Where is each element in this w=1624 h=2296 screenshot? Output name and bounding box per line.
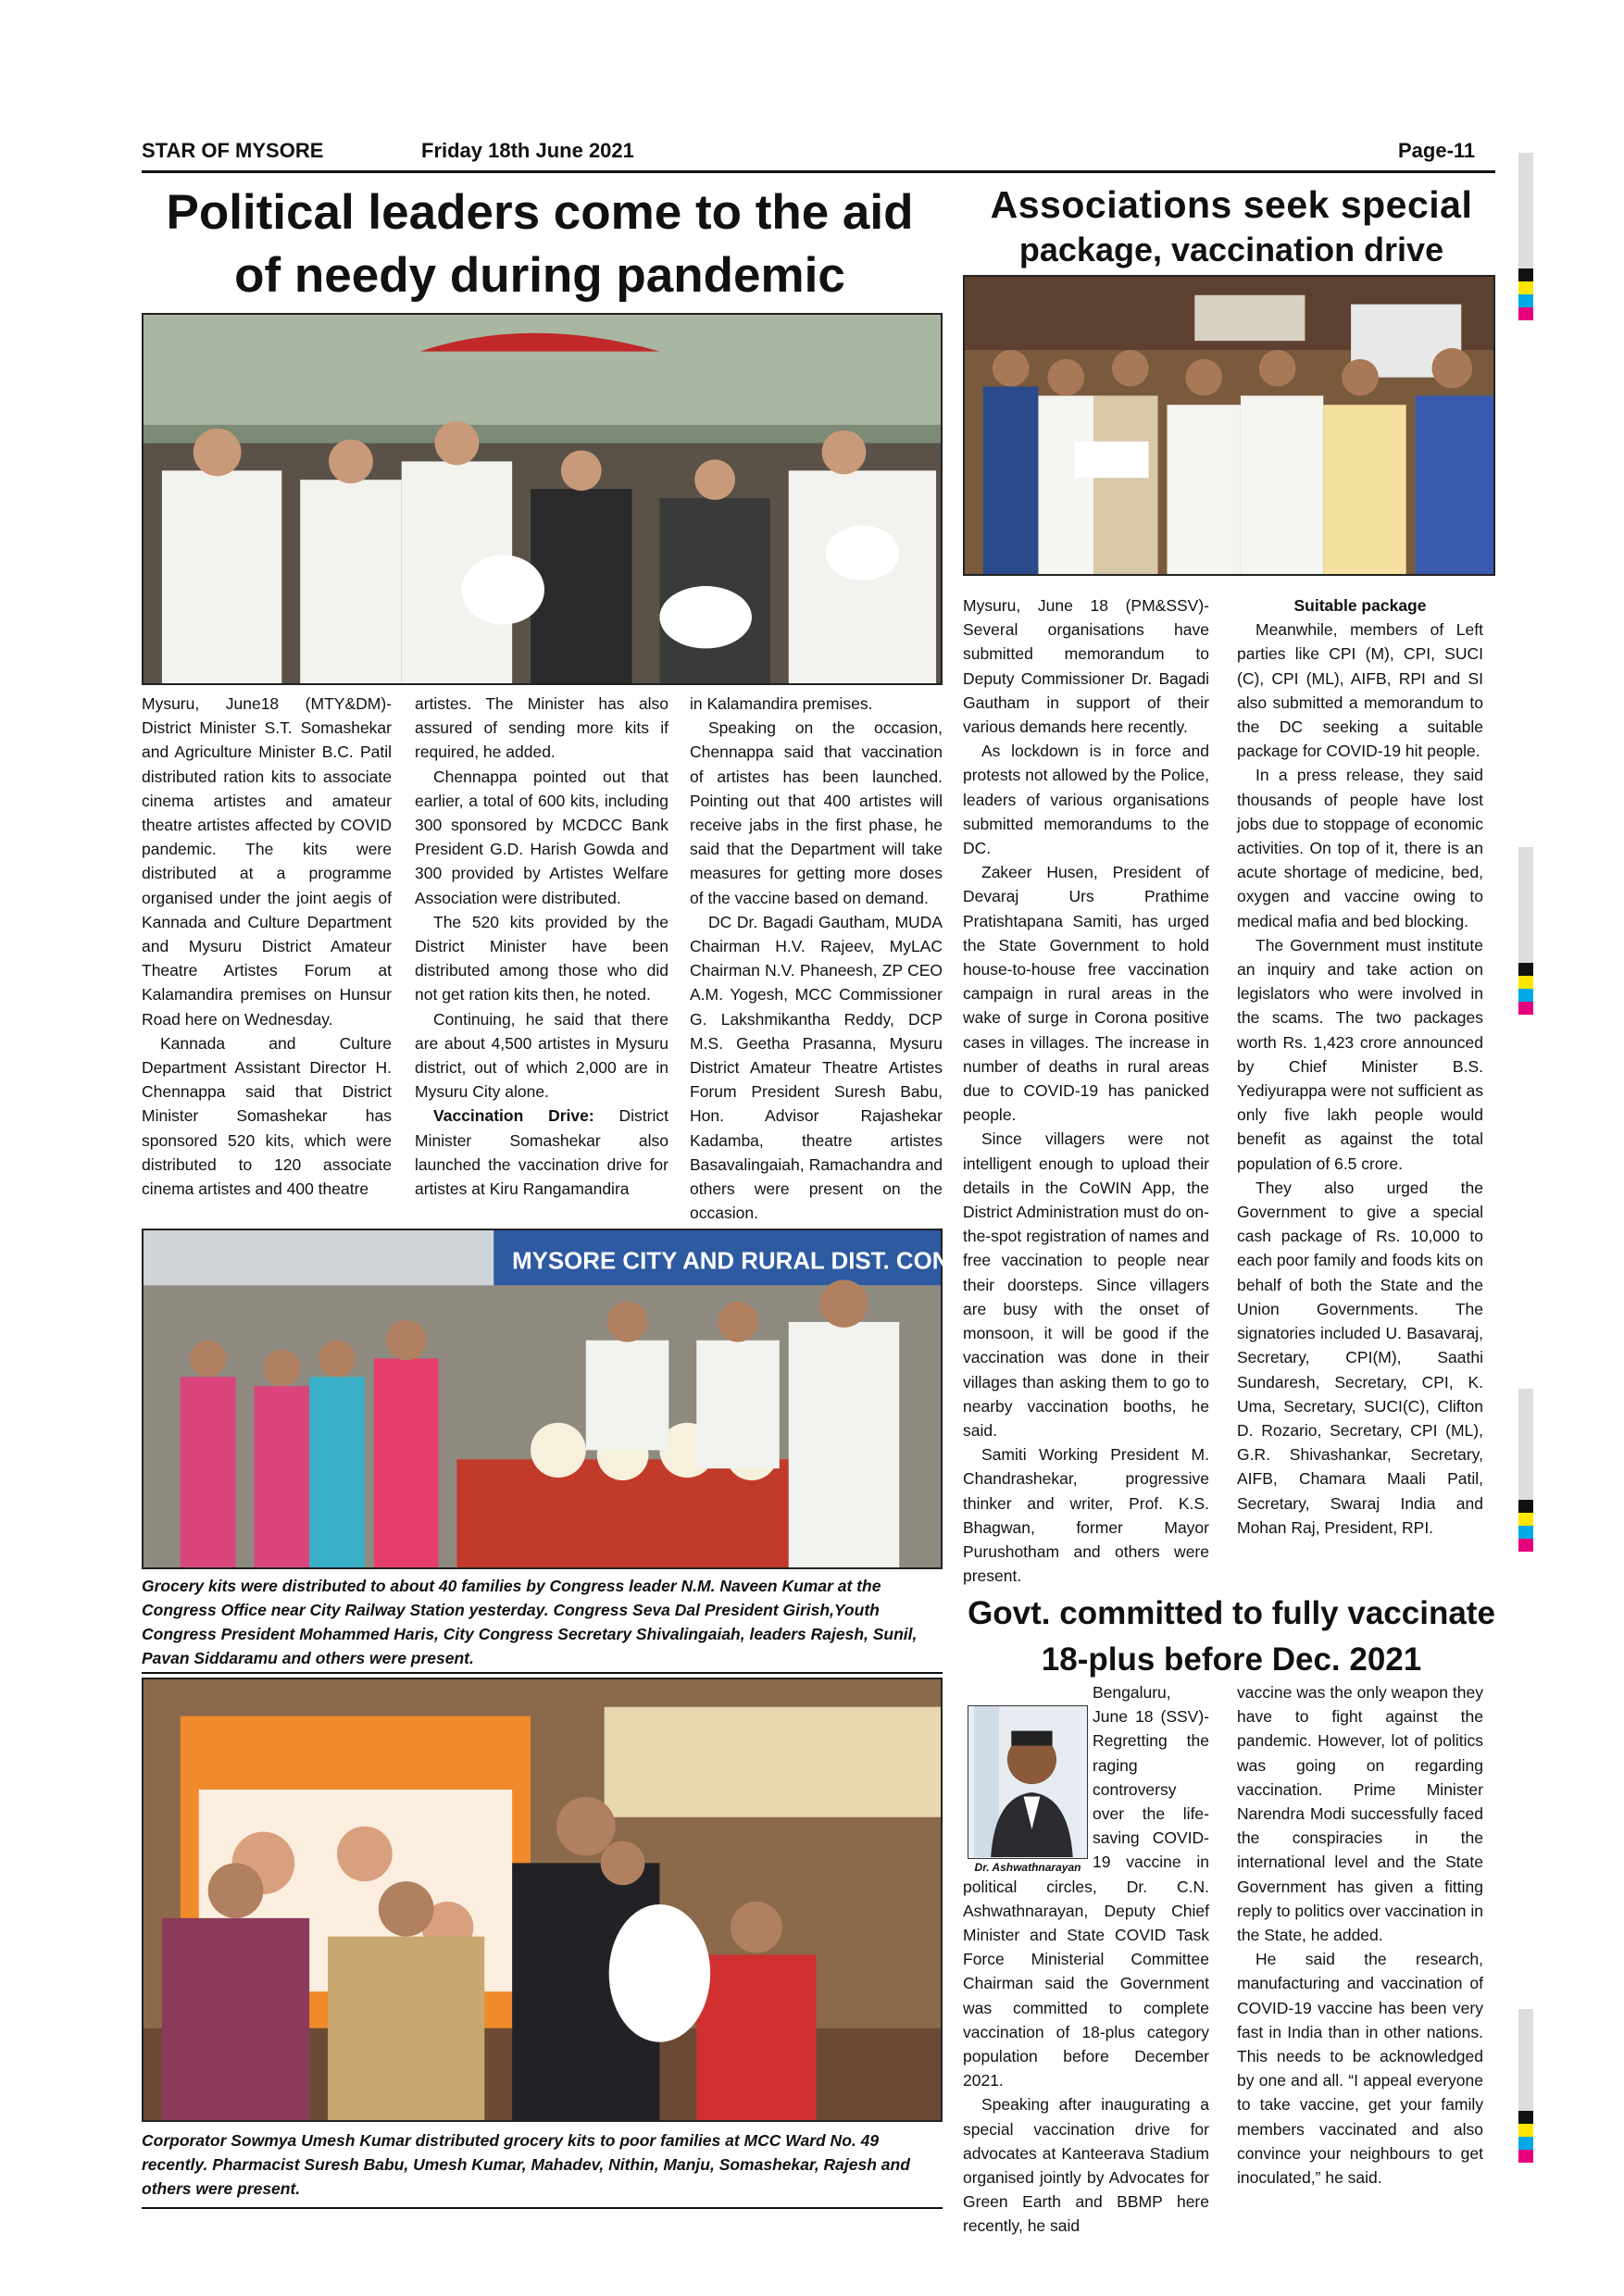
story1-column-3 <box>690 692 943 1225</box>
photo-ration-kit-distribution <box>142 313 943 685</box>
registration-magenta <box>1518 1002 1533 1015</box>
story3-column-1 <box>963 1680 1209 2239</box>
story3-headline-line2: 18-plus before Dec. 2021 <box>1041 1641 1422 1678</box>
story3-headline-line1: Govt. committed to fully vaccinate <box>968 1595 1495 1631</box>
story2-col1-para: Mysuru, June 18 (PM&SSV)- Several organisations have submitted memorandum to Deputy Commissioner Dr. Bagadi Gautham in support of their various demands here recently. <box>963 596 1209 737</box>
story1-col2-para <box>415 1104 668 1201</box>
story2-col1-para: Samiti Working President M. Chandrashekar, progressive thinker and writer, Prof. K.S. Bhagwan, former Mayor Purushotham and others were present. <box>963 1445 1209 1586</box>
story2-col2-para: In a press release, they said thousands of people have lost jobs due to stoppage of economic activities. On top of it, there is an acute shortage of medicine, bed, oxygen and vaccine owing to medical mafia and bed blocking. <box>1237 766 1483 930</box>
issue-date: Friday 18th June 2021 <box>421 139 634 162</box>
story1-col1-para: Mysuru, June18 (MTY&DM)- District Minister S.T. Somashekar and Agriculture Minister B.C. Patil distributed ration kits to associate cinema artistes and amateur theatre artistes affected by COVID pandemic. The kits were distributed at a programme organised under the joint aegis of Kannada and Culture Department and Mysuru District Amateur Theatre Artistes Forum at Kalamandira premises on Hunsur Road here on Wednesday. <box>142 694 392 1029</box>
registration-magenta <box>1518 1539 1533 1552</box>
registration-strip <box>1518 1389 1533 1500</box>
photo-congress-grocery-kits <box>142 1229 1002 1569</box>
story2-col2-para: The Government must institute an inquiry and take action on legislators who were involved in the scams. The two packages worth Rs. 1,423 crore announced by Chief Minister B.S. Yediyurappa were not sufficient as only five lakh people would benefit as against the total population of 6.5 crore. <box>1237 935 1483 1173</box>
story3-col1-para: Bengaluru, June 18 (SSV)- Regretting the raging controversy over the life-saving COVID-19 vaccine in political circles, Dr. C.N. Ashwathnarayan, Deputy Chief Minister and State COVID Task Force Ministerial Committee Chairman said the Government was committed to complete vaccination of 18-plus category population before December 2021. <box>963 1683 1209 2090</box>
story3-col2-para: He said the research, manufacturing and vaccination of COVID-19 vaccine has been very fast in India than in other nations. This needs to be acknowledged by one and all. “I appeal everyone to take vaccine, get your family members vaccinated and also convince your neighbours to get inoculated,” he said. <box>1237 1950 1483 2188</box>
story2-col1-para: Since villagers were not intelligent enough to upload their details in the CoWIN App, the District Administration must do on-the-spot registration of names and free vaccination to people near their doorsteps. Since villagers are busy with the onset of monsoon, it will be good if the vaccination was done in their villages than asking them to go to nearby vaccination booths, he said. <box>963 1129 1209 1440</box>
registration-strip <box>1518 153 1533 273</box>
story3-headline <box>963 1591 1500 1683</box>
story1-col3-para: Speaking on the occasion, Chennappa said that vaccination of artistes has been launched. Pointing out that 400 artistes will receive jabs in the first phase, he said that the Department will take measures for getting more doses of the vaccine based on demand. <box>690 718 943 907</box>
registration-magenta <box>1518 2150 1533 2163</box>
story1-col3-para: DC Dr. Bagadi Gautham, MUDA Chairman H.V. Rajeev, MyLAC Chairman N.V. Phaneesh, ZP CEO A.M. Yogesh, MCC Commissioner G. Lakshmikantha Reddy, DCP M.S. Geetha Prasanna, Mysuru District Amateur Theatre Artistes Forum President Suresh Babu, Hon. Advisor Rajashekar Kadamba, theatre artistes Basavalingaiah, Ramachandra and others were present on the occasion. <box>690 912 943 1223</box>
story2-col1-para: Zakeer Husen, President of Devaraj Urs Prathime Pratishtapana Samiti, has urged the State Government to hold house-to-house free vaccination campaign in rural areas in the wake of surge in Corona positive cases in villages. The increase in number of deaths in rural areas due to COVID-19 has panicked people. <box>963 863 1209 1125</box>
story1-column-1 <box>142 692 392 1201</box>
story1-col1-para: Kannada and Culture Department Assistant Director H. Chennappa said that District Minister Somashekar has sponsored 520 kits, which were distributed to 120 associate cinema artistes and 400 theatre <box>142 1033 392 1199</box>
story1-col2-para: Continuing, he said that there are about 4,500 artistes in Mysuru district, out of which 2,000 are in Mysuru City alone. <box>415 1009 668 1102</box>
registration-black <box>1518 268 1533 281</box>
registration-yellow <box>1518 281 1533 294</box>
vaccination-drive-subhead: Vaccination Drive: <box>433 1106 594 1126</box>
story1-headline-line1: Political leaders come to the aid <box>166 185 914 240</box>
story1-col2-para: Chennappa pointed out that earlier, a total of 600 kits, including 300 sponsored by MCDCC Bank President G.D. Harish Gowda and 300 provided by Artistes Welfare Association were distributed. <box>415 767 668 907</box>
inset-caption: Dr. Ashwathnarayan <box>968 1858 1088 1878</box>
story2-headline-line1: Associations seek special <box>990 183 1473 226</box>
photo3-caption: Corporator Sowmya Umesh Kumar distributed grocery kits to poor families at MCC Ward No. 49 recently. Pharmacist Suresh Babu, Umesh Kumar, Mahadev, Nithin, Manju, Somashekar, Rajesh and others were present. <box>142 2131 910 2198</box>
story1-column-2 <box>415 692 668 1201</box>
story1-col3-para: in Kalamandira premises. <box>690 694 873 713</box>
registration-black <box>1518 963 1533 976</box>
story1-col2-para: artistes. The Minister has also assured of sending more kits if required, he added. <box>415 694 668 762</box>
inset-float-spacer <box>963 1680 1093 1862</box>
registration-strip <box>1518 2009 1533 2111</box>
registration-yellow <box>1518 2124 1533 2137</box>
registration-cyan <box>1518 294 1533 307</box>
registration-yellow <box>1518 1513 1533 1526</box>
page-number: Page-11 <box>1398 139 1476 162</box>
registration-strip <box>1518 847 1533 963</box>
story2-col2-para: Meanwhile, members of Left parties like CPI (M), CPI, SUCI (C), CPI (ML), AIFB, RPI and SI also submitted a memorandum to the DC seeking a suitable package for COVID-19 hit people. <box>1237 620 1483 761</box>
registration-cyan <box>1518 2137 1533 2150</box>
registration-cyan <box>1518 989 1533 1002</box>
photo-memorandum-submission <box>963 275 1495 576</box>
story2-column-1 <box>963 593 1209 1588</box>
story1-headline-line2: of needy during pandemic <box>234 248 845 303</box>
story2-col2-para: They also urged the Government to give a special cash package of Rs. 10,000 to each poor family and foods kits on behalf of both the State and the Union Governments. The signatories included U. Basavaraj, Secretary, CPI(M), Saathi Sundaresh, Secretary, CPI, K. Uma, Secretary, SUCI(C), Clifton D. Rozario, Secretary, CPI (ML), G.R. Shivashankar, Secretary, AIFB, Chamara Maali Patil, Secretary, Swaraj India and Mohan Raj, President, RPI. <box>1237 1178 1483 1537</box>
registration-magenta <box>1518 307 1533 320</box>
newspaper-name: STAR OF MYSORE <box>142 139 324 162</box>
registration-cyan <box>1518 1526 1533 1539</box>
story1-col2-para: The 520 kits provided by the District Minister have been distributed among those who did not get ration kits then, he noted. <box>415 912 668 1004</box>
story2-column-2 <box>1237 593 1483 1540</box>
story1-headline <box>137 181 943 307</box>
registration-black <box>1518 2111 1533 2124</box>
registration-black <box>1518 1500 1533 1513</box>
story3-column-2 <box>1237 1680 1483 2190</box>
divider <box>142 2207 943 2209</box>
suitable-package-subhead: Suitable package <box>1293 596 1427 615</box>
story3-col2-para: vaccine was the only weapon they have to fight against the pandemic. However, lot of politics was going on regarding vaccination. Prime Minister Narendra Modi successfully faced the conspiracies in the international level and the State Government has given a fitting reply to politics over vaccination in the State, he added. <box>1237 1683 1483 1945</box>
divider <box>142 1672 943 1674</box>
photo2-caption: Grocery kits were distributed to about 40 families by Congress leader N.M. Naveen Kumar at the Congress Office near City Railway Station yesterday. Congress Seva Dal President Girish,Youth Congress President Mohammed Haris, City Congress Secretary Shivalingaiah, leaders Rajesh, Sunil, Pavan Siddaramu and others were present. <box>142 1577 918 1667</box>
story1-col2-tail: District Minister Somashekar also launched the vaccination drive for artistes at Kiru Rangamandira <box>415 1106 668 1199</box>
story2-col1-para: As lockdown is in force and protests not allowed by the Police, leaders of various organisations submitted memorandums to the DC. <box>963 742 1209 858</box>
header-rule <box>142 170 1495 173</box>
story2-headline-line2: package, vaccination drive <box>1018 231 1444 268</box>
photo2-banner-text: MYSORE CITY AND RURAL DIST. CONGRE <box>512 1248 1002 1275</box>
story3-col1-para: Speaking after inaugurating a special vaccination drive for advocates at Kanteerava Stadium organised jointly by Advocates for Green Earth and BBMP here recently, he said <box>963 2095 1209 2236</box>
registration-yellow <box>1518 976 1533 989</box>
photo-corporator-grocery-kits <box>142 1678 943 2122</box>
